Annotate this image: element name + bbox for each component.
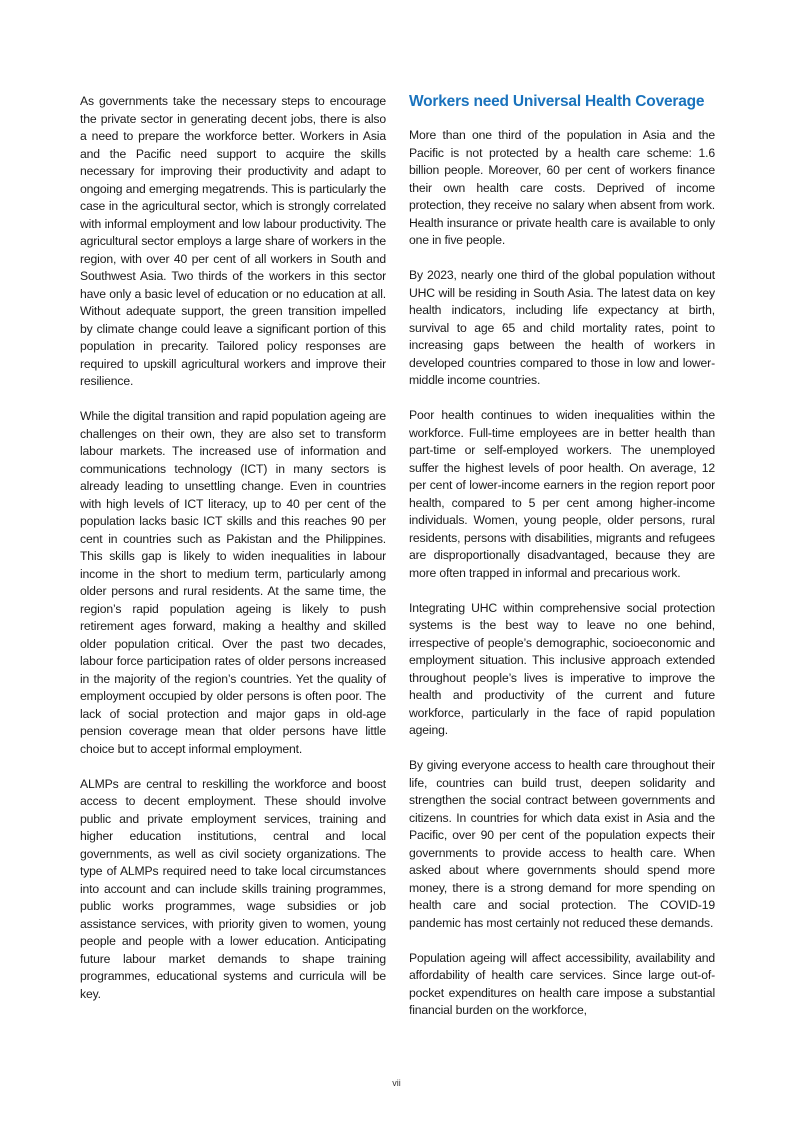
paragraph: While the digital transition and rapid population ageing are challenges on their own, they are also set to transform labour markets. The increased use of information and communications technology (ICT) in many sectors is already leading to unsettling change. Even in countries with high levels of ICT literacy, up to 40 per cent of the population lacks basic ICT skills and this reaches 90 per cent in countries such as Pakistan and the Philippines. This skills gap is likely to widen inequalities in labour income in the short to medium term, particularly among older persons and rural residents. At the same time, the region’s rapid population ageing is likely to push retirement ages forward, making a healthy and skilled older population critical. Over the past two decades, labour force participation rates of older persons increased in the majority of the region’s countries. Yet the quality of employment occupied by older persons is often poor. The lack of social protection and major gaps in old-age pension coverage mean that older persons have little choice but to accept informal employment. [80, 409, 386, 756]
right-column [409, 93, 715, 1037]
paragraph: ALMPs are central to reskilling the workforce and boost access to decent employment. These should involve public and private employment services, training and higher education institutions, central and local governments, as well as civil society organizations. The type of ALMPs required need to take local circumstances into account and can include skills training programmes, public works programmes, wage subsidies or job assistance services, with priority given to women, young people and people with a lower education. Anticipating future labour market demands to shape training programmes, educational systems and curricula will be key. [80, 776, 386, 1001]
paragraph: As governments take the necessary steps to encourage the private sector in generating decent jobs, there is also a need to prepare the workforce better. Workers in Asia and the Pacific need support to acquire the skills necessary for improving their productivity and adapt to ongoing and emerging megatrends. This is particularly the case in the agricultural sector, which is strongly correlated with informal employment and low labour productivity. The agricultural sector employs a large share of workers in the region, with over 40 per cent of all workers in South and Southwest Asia. Two thirds of the workers in this sector have only a basic level of education or no education at all. Without adequate support, the green transition impelled by climate change could leave a significant portion of this population in precarity. Tailored policy responses are required to upskill agricultural workers and improve their resilience. [80, 94, 386, 388]
paragraph: More than one third of the population in Asia and the Pacific is not protected by a health care scheme: 1.6 billion people. Moreover, 60 per cent of workers finance their own health care costs. Deprived of income protection, they receive no salary when absent from work. Health insurance or private health care is available to only one in five people. [409, 128, 715, 247]
paragraph: Integrating UHC within comprehensive social protection systems is the best way to leave no one behind, irrespective of people’s demographic, socioeconomic and employment situation. This inclusive approach extended throughout people’s lives is imperative to improve the health and productivity of the current and future workforce, particularly in the face of rapid population ageing. [409, 600, 715, 737]
paragraph: Population ageing will affect accessibility, availability and affordability of health care services. Since large out-of-pocket expenditures on health care impose a substantial financial burden on the workforce, [409, 950, 715, 1017]
paragraph: Poor health continues to widen inequalities within the workforce. Full-time employees are in better health than part-time or self-employed workers. The unemployed suffer the highest levels of poor health. On average, 12 per cent of lower-income earners in the region report poor health, compared to 5 per cent among higher-income individuals. Women, young people, older persons, rural residents, persons with disabilities, migrants and refugees are disproportionally disadvantaged, because they are more often trapped in informal and precarious work. [409, 408, 715, 580]
left-column [80, 93, 386, 1021]
paragraph: By giving everyone access to health care throughout their life, countries can build trust, deepen solidarity and strengthen the social contract between governments and citizens. In countries for which data exist in Asia and the Pacific, over 90 per cent of the population expects their governments to provide access to health care. When asked about where governments should spend more money, there is a strong demand for more spending on health care and social protection. The COVID-19 pandemic has most certainly not reduced these demands. [409, 758, 715, 930]
section-heading: Workers need Universal Health Coverage [409, 93, 705, 110]
paragraph: By 2023, nearly one third of the global population without UHC will be residing in South Asia. The latest data on key health indicators, including life expectancy at birth, survival to age 65 and child mortality rates, point to increasing gaps between the health of workers in developed countries compared to those in low and lower-middle income countries. [409, 268, 715, 387]
page-number: vii [392, 1078, 401, 1088]
